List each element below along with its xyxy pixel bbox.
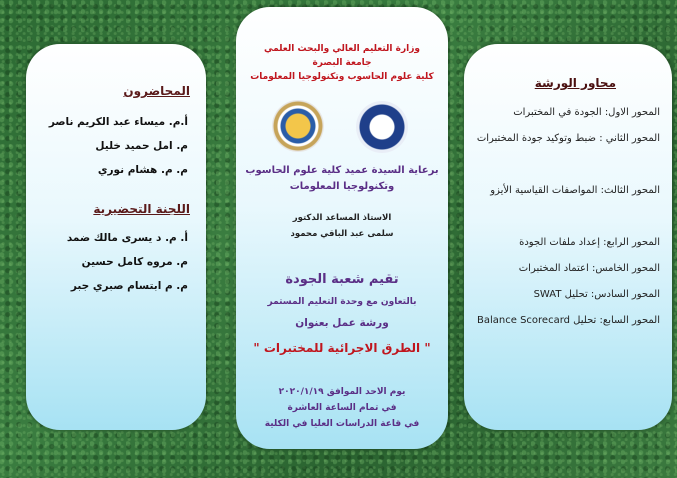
committee-title: اللجنة التحضيرية [93, 202, 190, 216]
workshop-line: ورشة عمل بعنوان [295, 317, 389, 329]
committee-member: م. مروه كامل حسين [81, 256, 188, 268]
committee-member: م. م ابتسام صبري جبر [70, 280, 188, 292]
workshop-axes-panel [464, 44, 672, 430]
axis-item-1: المحور الاول: الجودة في المختبرات [513, 107, 660, 118]
lecturer-item: أ.م. ميساء عبد الكريم ناصر [48, 116, 188, 128]
invitation-panel [236, 7, 448, 449]
event-time: في تمام الساعة العاشرة [287, 403, 397, 413]
patronage-line-2: وتكنولوجيا المعلومات [289, 181, 395, 192]
workshop-topic: " الطرق الاجرائية للمختبرات " [253, 341, 431, 355]
axes-title: محاور الورشة [534, 76, 616, 90]
axis-item-4: المحور الرابع: إعداد ملفات الجودة [519, 237, 660, 248]
lecturers-panel [26, 44, 206, 430]
organizer-line: تقيم شعبة الجودة [285, 272, 399, 287]
college-name: كلية علوم الحاسوب وتكنولوجيا المعلومات [250, 72, 434, 82]
event-venue: في قاعة الدراسات العليا في الكلية [264, 419, 420, 429]
ministry-name: وزارة التعليم العالي والبحث العلمي [263, 44, 421, 54]
dean-name: سلمى عبد الباقي محمود [290, 229, 394, 239]
university-logo-icon [356, 101, 408, 153]
lecturers-title: المحاضرون [123, 84, 190, 98]
cooperation-line: بالتعاون مع وحدة التعليم المستمر [267, 297, 417, 307]
axis-item-3: المحور الثالث: المواصفات القياسية الأيزو [490, 185, 660, 196]
axis-item-2: المحور الثاني : ضبط وتوكيد جودة المختبرات [476, 133, 660, 144]
college-logo-icon [272, 100, 324, 152]
lecturer-item: م. امل حميد خليل [95, 140, 188, 152]
axis-item-6: المحور السادس: تحليل SWAT [533, 289, 660, 300]
university-name: جامعة البصرة [312, 58, 372, 68]
committee-member: أ. م. د يسرى مالك ضمد [66, 232, 188, 244]
dean-title: الاستاذ المساعد الدكتور [292, 213, 392, 223]
event-date: يوم الاحد الموافق ٢٠٢٠/١/١٩ [278, 387, 406, 397]
lecturer-item: م. م. هشام نوري [97, 164, 188, 176]
patronage-line-1: برعاية السيدة عميد كلية علوم الحاسوب [245, 165, 439, 176]
axis-item-7: المحور السابع: تحليل Balance Scorecard [477, 315, 660, 326]
axis-item-5: المحور الخامس: اعتماد المختبرات [518, 263, 660, 274]
